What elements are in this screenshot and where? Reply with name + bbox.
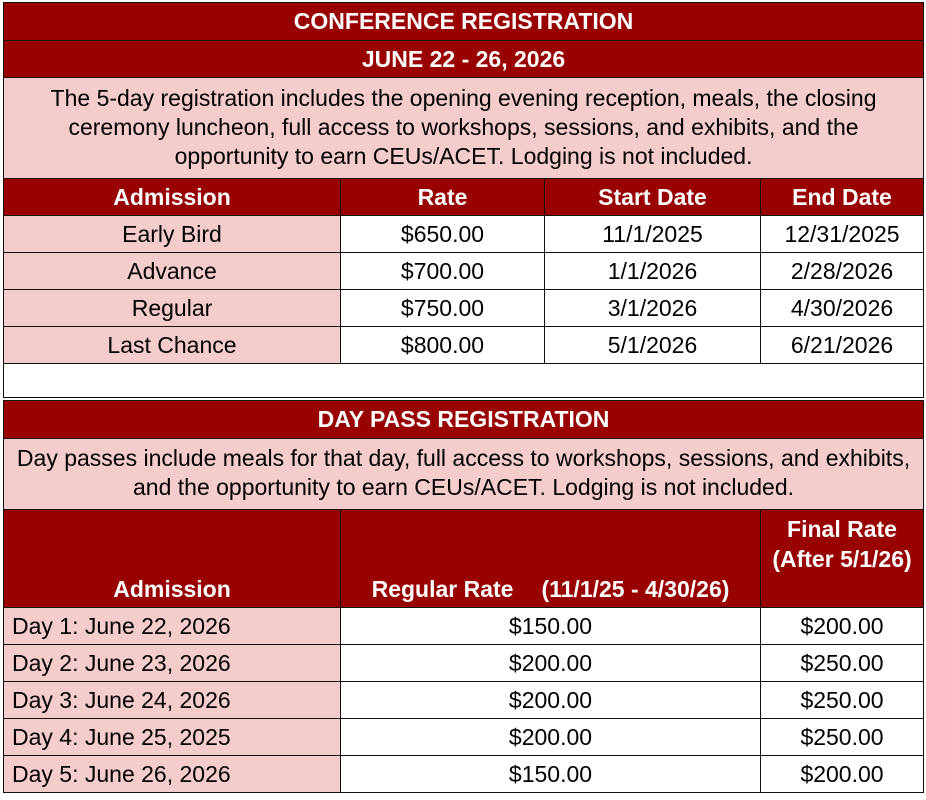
rate-cell: $800.00 (341, 327, 545, 364)
start-date-cell: 1/1/2026 (545, 253, 761, 290)
col-admission: Admission (4, 510, 341, 608)
day-cell: Day 1: June 22, 2026 (4, 608, 341, 645)
regular-rate-cell: $150.00 (341, 756, 761, 793)
admission-cell: Advance (4, 253, 341, 290)
regular-rate-dates: (11/1/25 - 4/30/26) (541, 576, 730, 602)
regular-rate-cell: $200.00 (341, 719, 761, 756)
end-date-cell: 2/28/2026 (761, 253, 924, 290)
day-cell: Day 5: June 26, 2026 (4, 756, 341, 793)
col-start-date: Start Date (545, 179, 761, 216)
col-regular-rate (341, 510, 761, 608)
table-row (4, 645, 924, 682)
day-cell: Day 3: June 24, 2026 (4, 682, 341, 719)
col-final-rate: Final Rate (After 5/1/26) (761, 510, 924, 608)
start-date-cell: 5/1/2026 (545, 327, 761, 364)
rate-cell: $650.00 (341, 216, 545, 253)
final-rate-cell: $250.00 (761, 645, 924, 682)
regular-rate-cell: $150.00 (341, 608, 761, 645)
table-row (4, 253, 924, 290)
spacer-row (4, 364, 924, 398)
conference-registration-table (3, 2, 924, 398)
table-row (4, 756, 924, 793)
final-rate-cell: $250.00 (761, 719, 924, 756)
table-row (4, 719, 924, 756)
admission-cell: Regular (4, 290, 341, 327)
end-date-cell: 4/30/2026 (761, 290, 924, 327)
admission-cell: Early Bird (4, 216, 341, 253)
table-row (4, 608, 924, 645)
final-rate-cell: $200.00 (761, 756, 924, 793)
day-cell: Day 2: June 23, 2026 (4, 645, 341, 682)
table-row (4, 216, 924, 253)
regular-rate-cell: $200.00 (341, 645, 761, 682)
conference-description: The 5-day registration includes the opening evening reception, meals, the closing ceremony luncheon, full access to workshops, sessions, and exhibits, and the opportunity to earn CEUs/ACET. Lodging is not included. (4, 78, 924, 179)
day-cell: Day 4: June 25, 2025 (4, 719, 341, 756)
rate-cell: $750.00 (341, 290, 545, 327)
table-row (4, 327, 924, 364)
day-pass-description: Day passes include meals for that day, full access to workshops, sessions, and exhibits, and the opportunity to earn CEUs/ACET. Lodging is not included. (4, 439, 924, 510)
end-date-cell: 12/31/2025 (761, 216, 924, 253)
start-date-cell: 11/1/2025 (545, 216, 761, 253)
day-pass-title: DAY PASS REGISTRATION (4, 401, 924, 439)
col-end-date: End Date (761, 179, 924, 216)
final-rate-cell: $250.00 (761, 682, 924, 719)
day-pass-header-row (4, 510, 924, 608)
rate-cell: $700.00 (341, 253, 545, 290)
conference-dates: JUNE 22 - 26, 2026 (4, 41, 924, 78)
final-rate-cell: $200.00 (761, 608, 924, 645)
conference-title: CONFERENCE REGISTRATION (4, 3, 924, 41)
regular-rate-cell: $200.00 (341, 682, 761, 719)
regular-rate-label: Regular Rate (371, 576, 514, 602)
start-date-cell: 3/1/2026 (545, 290, 761, 327)
table-row (4, 290, 924, 327)
col-rate: Rate (341, 179, 545, 216)
admission-cell: Last Chance (4, 327, 341, 364)
col-admission: Admission (4, 179, 341, 216)
day-pass-registration-table (3, 400, 924, 793)
table-row (4, 682, 924, 719)
conference-header-row (4, 179, 924, 216)
end-date-cell: 6/21/2026 (761, 327, 924, 364)
